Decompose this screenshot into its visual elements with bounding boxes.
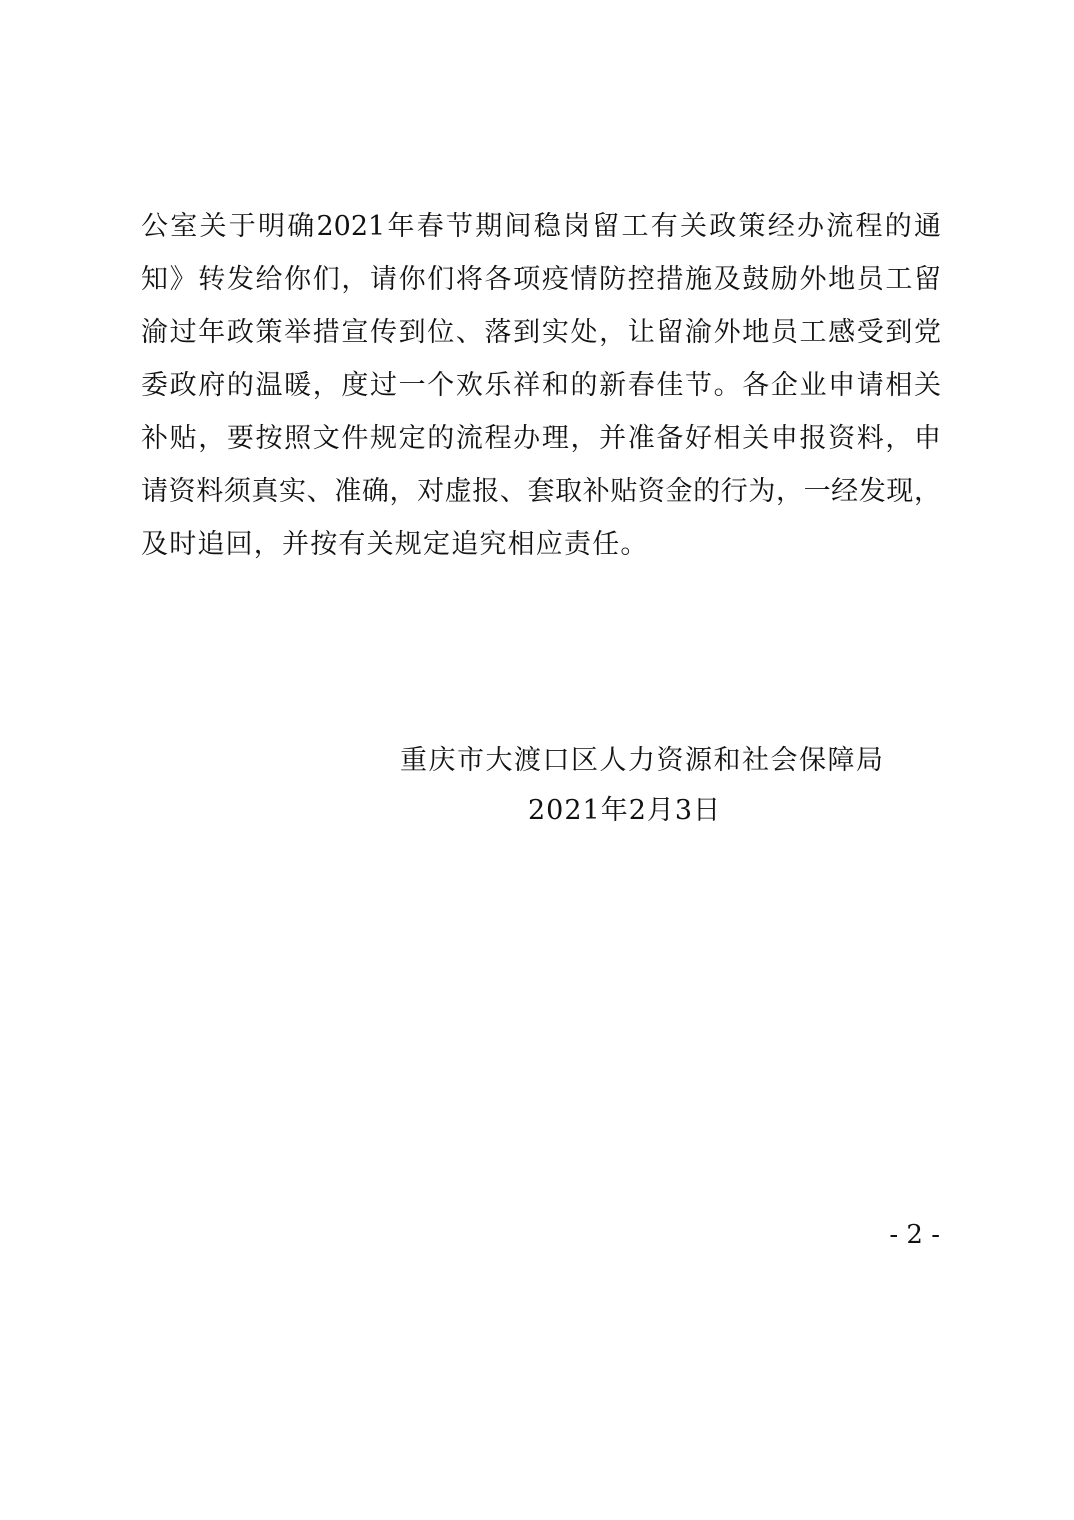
body-paragraph [141, 200, 941, 571]
issuing-organization: 重庆市大渡口区人力资源和社会保障局 [400, 745, 885, 776]
issue-date: 2021年2月3日 [528, 795, 722, 826]
body-line-2: 知》转发给你们，请你们将各项疫情防控措施及鼓励外地员工留 [141, 264, 941, 295]
body-line-5: 补贴，要按照文件规定的流程办理，并准备好相关申报资料，申 [141, 423, 941, 454]
body-line-3: 渝过年政策举措宣传到位、落到实处，让留渝外地员工感受到党 [141, 317, 941, 348]
body-line-4: 委政府的温暖，度过一个欢乐祥和的新春佳节。各企业申请相关 [141, 370, 941, 401]
body-line-7: 及时追回，并按有关规定追究相应责任。 [141, 529, 649, 560]
page-number: - 2 - [889, 1220, 940, 1250]
body-line-1: 公室关于明确2021年春节期间稳岗留工有关政策经办流程的通 [141, 211, 941, 242]
signature-block [400, 736, 890, 836]
body-line-6: 请资料须真实、准确，对虚报、套取补贴资金的行为，一经发现， [141, 476, 941, 507]
